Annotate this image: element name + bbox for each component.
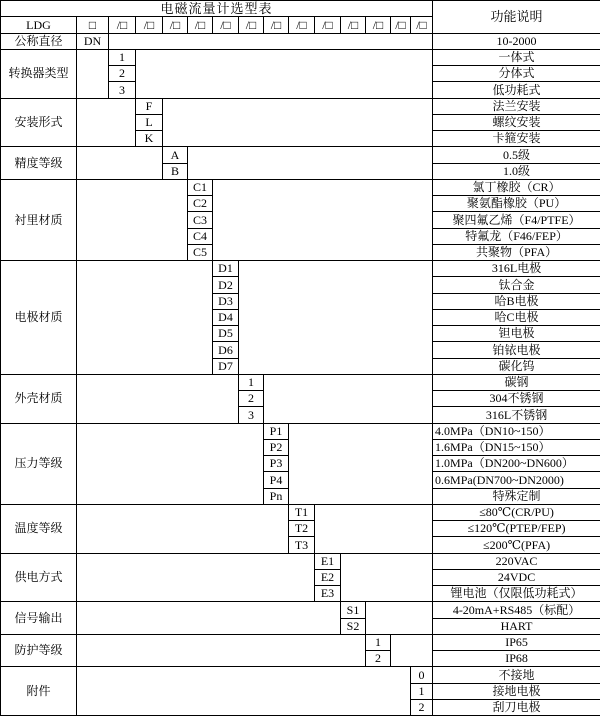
category-cell: 压力等级: [1, 423, 77, 504]
desc-cell: 特殊定制: [433, 488, 600, 504]
code-cell: 2: [109, 66, 136, 82]
code-cell: T2: [289, 521, 315, 537]
empty-cell: [77, 98, 136, 147]
category-cell: 供电方式: [1, 553, 77, 602]
code-cell: D5: [213, 326, 239, 342]
empty-cell: [77, 49, 109, 98]
code-cell: P1: [264, 423, 289, 439]
empty-cell: [264, 374, 433, 423]
empty-cell: [315, 504, 433, 553]
desc-cell: 螺纹安装: [433, 114, 600, 130]
desc-cell: 1.6MPa（DN15~150）: [433, 439, 600, 455]
code-cell: 1: [366, 634, 391, 650]
desc-cell: 锂电池（仅限低功耗式）: [433, 586, 600, 602]
empty-cell: [77, 261, 213, 375]
desc-cell: 法兰安装: [433, 98, 600, 114]
empty-cell: [239, 261, 433, 375]
code-cell: D1: [213, 261, 239, 277]
code-cell: P2: [264, 439, 289, 455]
desc-cell: HART: [433, 618, 600, 634]
desc-cell: 铂铱电极: [433, 342, 600, 358]
empty-cell: [77, 147, 163, 180]
desc-cell: 刮刀电极: [433, 699, 600, 715]
category-cell: 精度等级: [1, 147, 77, 180]
model-slot: /□: [315, 17, 341, 33]
model-slot: /□: [264, 17, 289, 33]
desc-cell: 4.0MPa（DN10~150）: [433, 423, 600, 439]
desc-cell: 哈B电极: [433, 293, 600, 309]
desc-cell: 共聚物（PFA）: [433, 244, 600, 260]
model-slot: /□: [136, 17, 163, 33]
code-cell: 2: [366, 651, 391, 667]
code-cell: 1: [411, 683, 433, 699]
empty-cell: [188, 147, 433, 180]
code-cell: E1: [315, 553, 341, 569]
category-cell: 信号输出: [1, 602, 77, 635]
code-cell: C4: [188, 228, 213, 244]
model-slot: /□: [188, 17, 213, 33]
empty-cell: [136, 49, 433, 98]
desc-cell: 碳化钨: [433, 358, 600, 374]
desc-cell: 聚四氟乙烯（F4/PTFE）: [433, 212, 600, 228]
empty-cell: [77, 504, 289, 553]
code-cell: A: [163, 147, 188, 163]
desc-cell: ≤200℃(PFA): [433, 537, 600, 553]
code-cell: DN: [77, 33, 109, 49]
empty-cell: [341, 553, 433, 602]
desc-cell: 24VDC: [433, 569, 600, 585]
code-cell: S1: [341, 602, 366, 618]
category-cell: 温度等级: [1, 504, 77, 553]
code-cell: 1: [239, 374, 264, 390]
desc-cell: 不接地: [433, 667, 600, 683]
category-cell: 安装形式: [1, 98, 77, 147]
code-cell: D3: [213, 293, 239, 309]
function-desc-header: 功能说明: [433, 1, 600, 34]
desc-cell: 1.0MPa（DN200~DN600）: [433, 456, 600, 472]
empty-cell: [163, 98, 433, 147]
empty-cell: [77, 634, 366, 667]
category-cell: 外壳材质: [1, 374, 77, 423]
model-box: □: [77, 17, 109, 33]
code-cell: 1: [109, 49, 136, 65]
category-cell: 附件: [1, 667, 77, 716]
desc-cell: 碳钢: [433, 374, 600, 390]
desc-cell: 0.6MPa(DN700~DN2000): [433, 472, 600, 488]
model-slot: /□: [213, 17, 239, 33]
code-cell: 2: [411, 699, 433, 715]
code-cell: 2: [239, 391, 264, 407]
code-cell: F: [136, 98, 163, 114]
desc-cell: 220VAC: [433, 553, 600, 569]
model-slot: /□: [109, 17, 136, 33]
empty-cell: [77, 553, 315, 602]
empty-cell: [366, 602, 433, 635]
model-slot: /□: [366, 17, 391, 33]
category-cell: 防护等级: [1, 634, 77, 667]
desc-cell: 接地电极: [433, 683, 600, 699]
code-cell: E2: [315, 569, 341, 585]
code-cell: Pn: [264, 488, 289, 504]
code-cell: 3: [109, 82, 136, 98]
code-cell: P4: [264, 472, 289, 488]
code-cell: D2: [213, 277, 239, 293]
empty-cell: [391, 634, 433, 667]
model-slot: /□: [341, 17, 366, 33]
desc-cell: 特氟龙（F46/FEP）: [433, 228, 600, 244]
model-slot: /□: [239, 17, 264, 33]
desc-cell: 低功耗式: [433, 82, 600, 98]
empty-cell: [77, 667, 411, 716]
desc-cell: 304不锈钢: [433, 391, 600, 407]
code-cell: C3: [188, 212, 213, 228]
desc-cell: 0.5级: [433, 147, 600, 163]
empty-cell: [213, 179, 433, 260]
desc-cell: 1.0级: [433, 163, 600, 179]
desc-cell: 一体式: [433, 49, 600, 65]
empty-cell: [109, 33, 433, 49]
desc-cell: 哈C电极: [433, 309, 600, 325]
model-prefix: LDG: [1, 17, 77, 33]
desc-cell: 氯丁橡胶（CR）: [433, 179, 600, 195]
code-cell: D7: [213, 358, 239, 374]
code-cell: S2: [341, 618, 366, 634]
desc-cell: IP68: [433, 651, 600, 667]
desc-cell: 316L电极: [433, 261, 600, 277]
code-cell: C1: [188, 179, 213, 195]
category-cell: 衬里材质: [1, 179, 77, 260]
empty-cell: [289, 423, 433, 504]
desc-cell: ≤80℃(CR/PU): [433, 504, 600, 520]
category-cell: 电极材质: [1, 261, 77, 375]
model-slot: /□: [289, 17, 315, 33]
code-cell: 0: [411, 667, 433, 683]
empty-cell: [77, 374, 239, 423]
model-slot: /□: [411, 17, 433, 33]
category-cell: 转换器类型: [1, 49, 77, 98]
empty-cell: [77, 602, 341, 635]
empty-cell: [77, 179, 188, 260]
code-cell: L: [136, 114, 163, 130]
empty-cell: [77, 423, 264, 504]
code-cell: P3: [264, 456, 289, 472]
desc-cell: 钽电极: [433, 326, 600, 342]
desc-cell: 10-2000: [433, 33, 600, 49]
code-cell: 3: [239, 407, 264, 423]
desc-cell: 聚氨酯橡胶（PU）: [433, 196, 600, 212]
code-cell: K: [136, 131, 163, 147]
code-cell: D4: [213, 309, 239, 325]
code-cell: B: [163, 163, 188, 179]
code-cell: C2: [188, 196, 213, 212]
desc-cell: 4-20mA+RS485（标配）: [433, 602, 600, 618]
code-cell: E3: [315, 586, 341, 602]
desc-cell: ≤120℃(PTEP/FEP): [433, 521, 600, 537]
model-slot: /□: [391, 17, 411, 33]
model-slot: /□: [163, 17, 188, 33]
desc-cell: IP65: [433, 634, 600, 650]
code-cell: T3: [289, 537, 315, 553]
table-title: 电磁流量计选型表: [1, 1, 433, 17]
desc-cell: 钛合金: [433, 277, 600, 293]
desc-cell: 316L不锈钢: [433, 407, 600, 423]
code-cell: D6: [213, 342, 239, 358]
category-cell: 公称直径: [1, 33, 77, 49]
desc-cell: 分体式: [433, 66, 600, 82]
code-cell: C5: [188, 244, 213, 260]
desc-cell: 卡箍安装: [433, 131, 600, 147]
selection-table-body: [1, 1, 600, 716]
code-cell: T1: [289, 504, 315, 520]
